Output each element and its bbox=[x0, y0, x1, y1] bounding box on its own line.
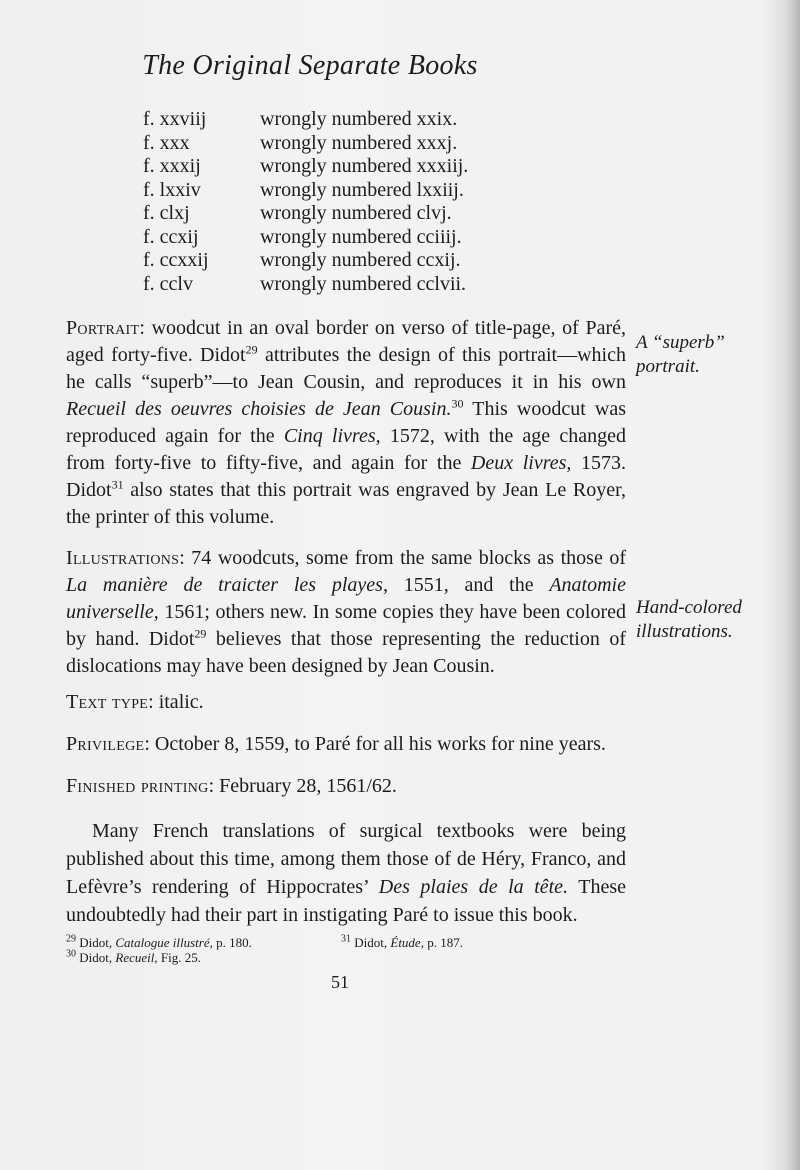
portrait-text: : woodcut in an oval border on verso of title-page, of Paré, aged forty-five. Didot bbox=[66, 317, 626, 366]
errata-note: wrongly numbered xxxiij. bbox=[260, 155, 469, 177]
errata-list bbox=[143, 108, 468, 296]
errata-folio: f. ccxxij bbox=[143, 249, 209, 271]
illustrations-text: : 74 woodcuts, some from the same blocks as those of bbox=[179, 547, 626, 569]
footnote-text: Fig. 25. bbox=[157, 950, 201, 965]
footnote-row bbox=[66, 935, 626, 950]
illustrations-text: 1561; others new. In some copies they have been colored by hand. Didot bbox=[66, 601, 626, 650]
footnote-row bbox=[66, 950, 626, 965]
footnote-text: p. 180. bbox=[212, 935, 252, 950]
footnote-text: p. 187. bbox=[423, 935, 463, 950]
errata-folio: f. ccxij bbox=[143, 225, 199, 248]
errata-row bbox=[143, 108, 468, 132]
errata-folio: f. lxxiv bbox=[143, 178, 201, 201]
portrait-title-italic: Cinq livres, bbox=[283, 425, 381, 447]
footnote-number: 30 bbox=[66, 948, 76, 960]
closing-paragraph bbox=[66, 817, 626, 929]
portrait-label: Portrait bbox=[66, 317, 140, 339]
margin-note-line: illustrations. bbox=[636, 621, 733, 642]
margin-note-line: portrait. bbox=[636, 356, 700, 377]
portrait-title-italic: Deux livres, bbox=[470, 452, 572, 474]
errata-note: wrongly numbered cclvii. bbox=[260, 272, 467, 295]
footnote-title-italic: Étude, bbox=[390, 935, 424, 950]
errata-row bbox=[143, 202, 468, 226]
portrait-text: attributes the design of this portrait—which he calls “superb”—to Jean Cousin, and reproduces it in his own bbox=[66, 344, 626, 393]
footnote-text: Didot, bbox=[76, 935, 116, 950]
footnote-ref: 29 bbox=[194, 626, 207, 641]
errata-row bbox=[143, 226, 468, 250]
portrait-text: 1572, with the age changed from forty-five to fifty-five, and again for the bbox=[66, 425, 627, 474]
closing-text: These undoubtedly had their part in instigating Paré to issue this book. bbox=[66, 876, 626, 926]
footnote-number: 29 bbox=[66, 933, 76, 945]
footnote-title-italic: Catalogue illustré, bbox=[115, 935, 213, 950]
footnote-title-italic: Recueil, bbox=[115, 950, 158, 965]
portrait-paragraph bbox=[66, 315, 626, 531]
finished-printing-entry bbox=[66, 773, 626, 800]
footnotes bbox=[66, 935, 626, 965]
closing-title-italic: Des plaies de la tête. bbox=[378, 876, 569, 898]
portrait-text: also states that this portrait was engraved by Jean Le Royer, the printer of this volume. bbox=[66, 479, 626, 528]
page-edge-shadow bbox=[762, 0, 800, 1170]
portrait-text: This woodcut was reproduced again for the bbox=[66, 398, 626, 447]
errata-folio: f. clxj bbox=[143, 202, 190, 224]
finished-printing-value: : February 28, 1561/62. bbox=[208, 775, 397, 797]
errata-folio: f. xxx bbox=[143, 131, 190, 154]
errata-folio: f. xxxij bbox=[143, 155, 201, 177]
text-type-value: : italic. bbox=[148, 691, 204, 713]
footnote-number: 31 bbox=[341, 933, 351, 945]
footnote-ref: 30 bbox=[451, 396, 464, 411]
errata-note: wrongly numbered clvj. bbox=[260, 202, 452, 224]
text-type-label: Text type bbox=[66, 691, 149, 713]
footnote bbox=[341, 935, 463, 950]
errata-folio: f. cclv bbox=[143, 272, 193, 295]
footnote-ref: 29 bbox=[245, 342, 258, 357]
errata-note: wrongly numbered ccxij. bbox=[260, 249, 461, 271]
footnote bbox=[66, 950, 341, 965]
portrait-title-italic: Recueil des oeuvres choisies de Jean Cousin. bbox=[66, 398, 452, 420]
errata-note: wrongly numbered xxxj. bbox=[260, 131, 458, 154]
illustrations-title-italic: Anatomie universelle, bbox=[66, 574, 626, 623]
errata-note: wrongly numbered lxxiij. bbox=[260, 178, 464, 201]
page-number: 51 bbox=[331, 972, 349, 992]
errata-row bbox=[143, 179, 468, 203]
portrait-text: 1573. Didot bbox=[66, 452, 626, 501]
illustrations-paragraph bbox=[66, 545, 626, 680]
errata-note: wrongly numbered cciiij. bbox=[260, 225, 462, 248]
errata-folio: f. xxviij bbox=[143, 108, 207, 130]
margin-note-line: Hand-colored bbox=[636, 597, 742, 618]
footnote-text: Didot, bbox=[76, 950, 116, 965]
errata-row bbox=[143, 249, 468, 273]
errata-row bbox=[143, 132, 468, 156]
text-type-entry bbox=[66, 689, 626, 716]
errata-row bbox=[143, 155, 468, 179]
running-head: The Original Separate Books bbox=[142, 50, 478, 81]
errata-note: wrongly numbered xxix. bbox=[260, 108, 458, 130]
illustrations-label: Illustrations bbox=[66, 547, 180, 569]
illustrations-title-italic: La manière de traicter les playes, bbox=[66, 574, 388, 596]
footnote bbox=[66, 935, 341, 950]
footnote-text: Didot, bbox=[351, 935, 391, 950]
closing-text: Many French translations of surgical textbooks were being published about this time, among them those of de Héry, Franco, and Lefèvre’s rendering of Hippocrates’ bbox=[66, 820, 626, 898]
privilege-label: Privilege bbox=[66, 733, 145, 755]
privilege-value: : October 8, 1559, to Paré for all his works for nine years. bbox=[144, 733, 606, 755]
privilege-entry bbox=[66, 731, 626, 758]
illustrations-text: believes that those representing the reduction of dislocations may have been designed by Jean Cousin. bbox=[66, 628, 626, 677]
errata-row bbox=[143, 273, 468, 297]
finished-printing-label: Finished printing bbox=[66, 775, 209, 797]
illustrations-text: 1551, and the bbox=[387, 574, 550, 596]
margin-note-line: A “superb” bbox=[636, 332, 725, 353]
footnote-ref: 31 bbox=[111, 477, 124, 492]
